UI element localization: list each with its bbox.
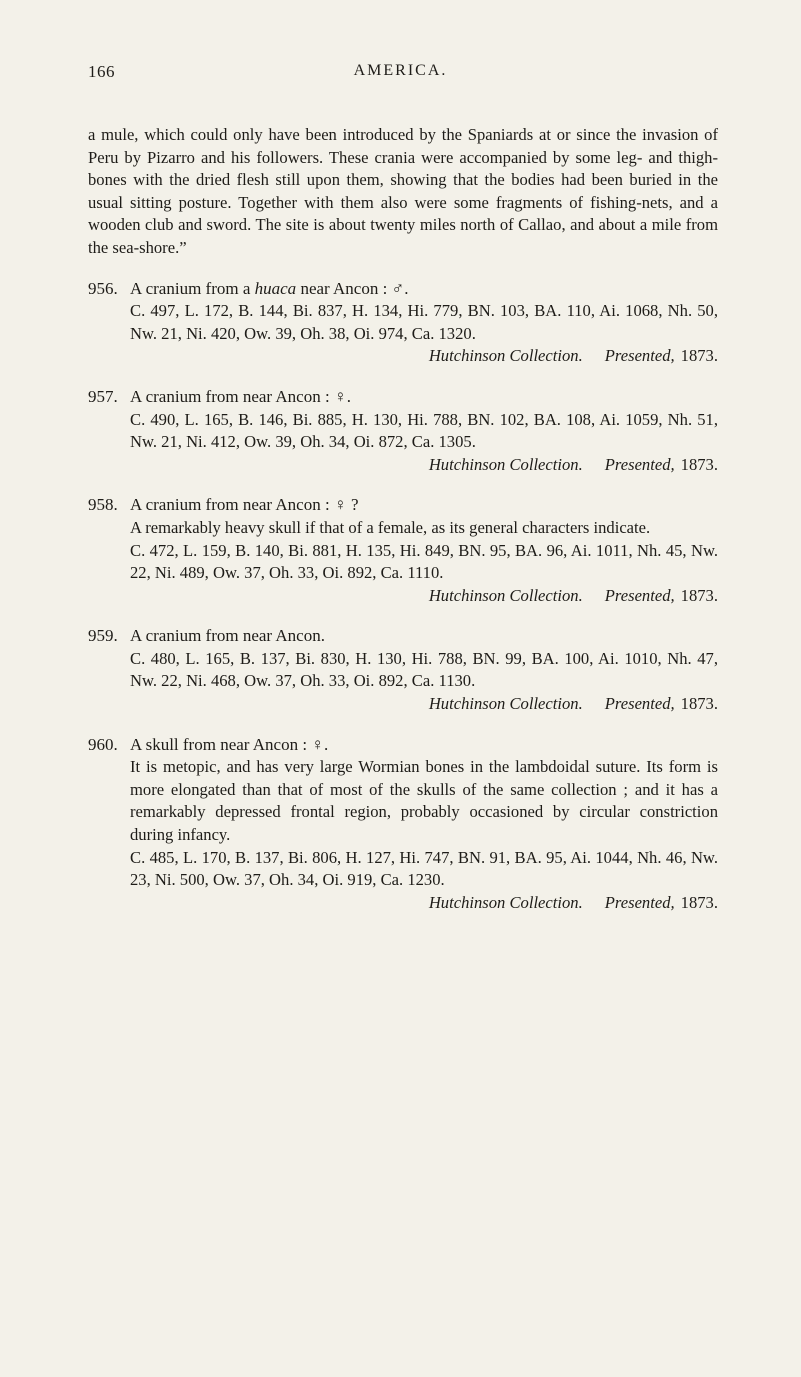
entry-measurements: C. 490, L. 165, B. 146, Bi. 885, H. 130, Hi. 788, BN. 102, BA. 108, Ai. 1059, Nh. 51, Nw. 21, Ni. 412, Ow. 39, Oh. 34, Oi. 872, Ca. 1305. [130,409,718,452]
presented-label: Presented, [604,892,675,912]
entry-title: A cranium from a [130,278,255,298]
entry-title-rest: near Ancon : ♂. [296,278,409,298]
catalogue-entry [88,494,718,607]
entry-collection-line [88,585,718,608]
entry-number: 959. [88,626,118,646]
collection-name: Hutchinson Collection. [428,694,583,714]
page-body [88,124,718,914]
entry-measurements: C. 485, L. 170, B. 137, Bi. 806, H. 127, Hi. 747, BN. 91, BA. 95, Ai. 1044, Nh. 46, Nw. 23, Ni. 500, Ow. 37, Oh. 34, Oi. 919, Ca. 1230. [130,847,718,890]
entry-number: 957. [88,386,118,406]
collection-name: Hutchinson Collection. [428,454,583,474]
entry-heading [88,734,718,757]
page-header [88,62,713,92]
presented-label: Presented, [604,585,675,605]
presented-label: Presented, [604,454,675,474]
presented-label: Presented, [604,346,675,366]
catalogue-entry [88,386,718,476]
presented-year: 1873. [680,892,718,912]
entry-number: 956. [88,278,118,298]
collection-name: Hutchinson Collection. [428,892,583,912]
presented-year: 1873. [680,585,718,605]
entry-collection-line [88,454,718,477]
entry-measurements: C. 497, L. 172, B. 144, Bi. 837, H. 134, Hi. 779, BN. 103, BA. 110, Ai. 1068, Nh. 50, Nw. 21, Ni. 420, Ow. 39, Oh. 38, Oi. 974, Ca. 1320. [130,301,718,343]
entry-title: A cranium from near Ancon : ♀. [130,386,351,406]
intro-paragraph: a mule, which could only have been introduced by the Spaniards at or since the invasion of Peru by Pizarro and his followers. These crania were accompanied by some leg- and thigh-bones with the dried flesh still upon them, showing that the bodies had been buried in the usual sitting posture. Together with them also were some fragments of fishing-nets, and a wooden club and sword. The site is about twenty miles north of Callao, and about a mile from the sea-shore.” [88,125,718,257]
presented-year: 1873. [680,694,718,714]
catalogue-entries [88,278,718,915]
collection-name: Hutchinson Collection. [428,585,583,605]
entry-heading [88,386,718,409]
entry-measurements: C. 472, L. 159, B. 140, Bi. 881, H. 135, Hi. 849, BN. 95, BA. 96, Ai. 1011, Nh. 45, Nw. 22, Ni. 489, Ow. 37, Oh. 33, Oi. 892, Ca. 1110. [130,540,718,583]
entry-title-italic: huaca [254,278,297,298]
catalogue-entry [88,625,718,715]
catalogue-entry [88,734,718,915]
entry-heading [88,494,718,517]
entry-title: A cranium from near Ancon : ♀ ? [130,495,359,515]
entry-number: 960. [88,734,118,754]
entry-title: A skull from near Ancon : ♀. [130,734,329,754]
page-number: 166 [88,62,115,81]
entry-collection-line [88,345,718,368]
running-head: AMERICA. [353,62,448,79]
entry-description: It is metopic, and has very large Wormian bones in the lambdoidal suture. Its form is more elongated than that of most of the skulls of the same collection ; and it has a remarkably depressed frontal region, probably occasioned by circular constriction during infancy. [130,757,718,845]
entry-collection-line [88,693,718,716]
entry-collection-line [88,892,718,915]
entry-heading [88,625,718,648]
presented-label: Presented, [604,694,675,714]
presented-year: 1873. [680,454,718,474]
entry-measurements: C. 480, L. 165, B. 137, Bi. 830, H. 130, Hi. 788, BN. 99, BA. 100, Ai. 1010, Nh. 47, Nw. 22, Ni. 468, Ow. 37, Oh. 33, Oi. 892, Ca. 1130. [130,648,718,691]
presented-year: 1873. [680,346,718,366]
entry-description: A remarkably heavy skull if that of a female, as its general characters indicate. [130,517,651,537]
entry-heading [88,278,718,301]
collection-name: Hutchinson Collection. [428,346,583,366]
entry-number: 958. [88,495,118,515]
entry-title: A cranium from near Ancon. [130,626,325,646]
catalogue-entry [88,278,718,368]
